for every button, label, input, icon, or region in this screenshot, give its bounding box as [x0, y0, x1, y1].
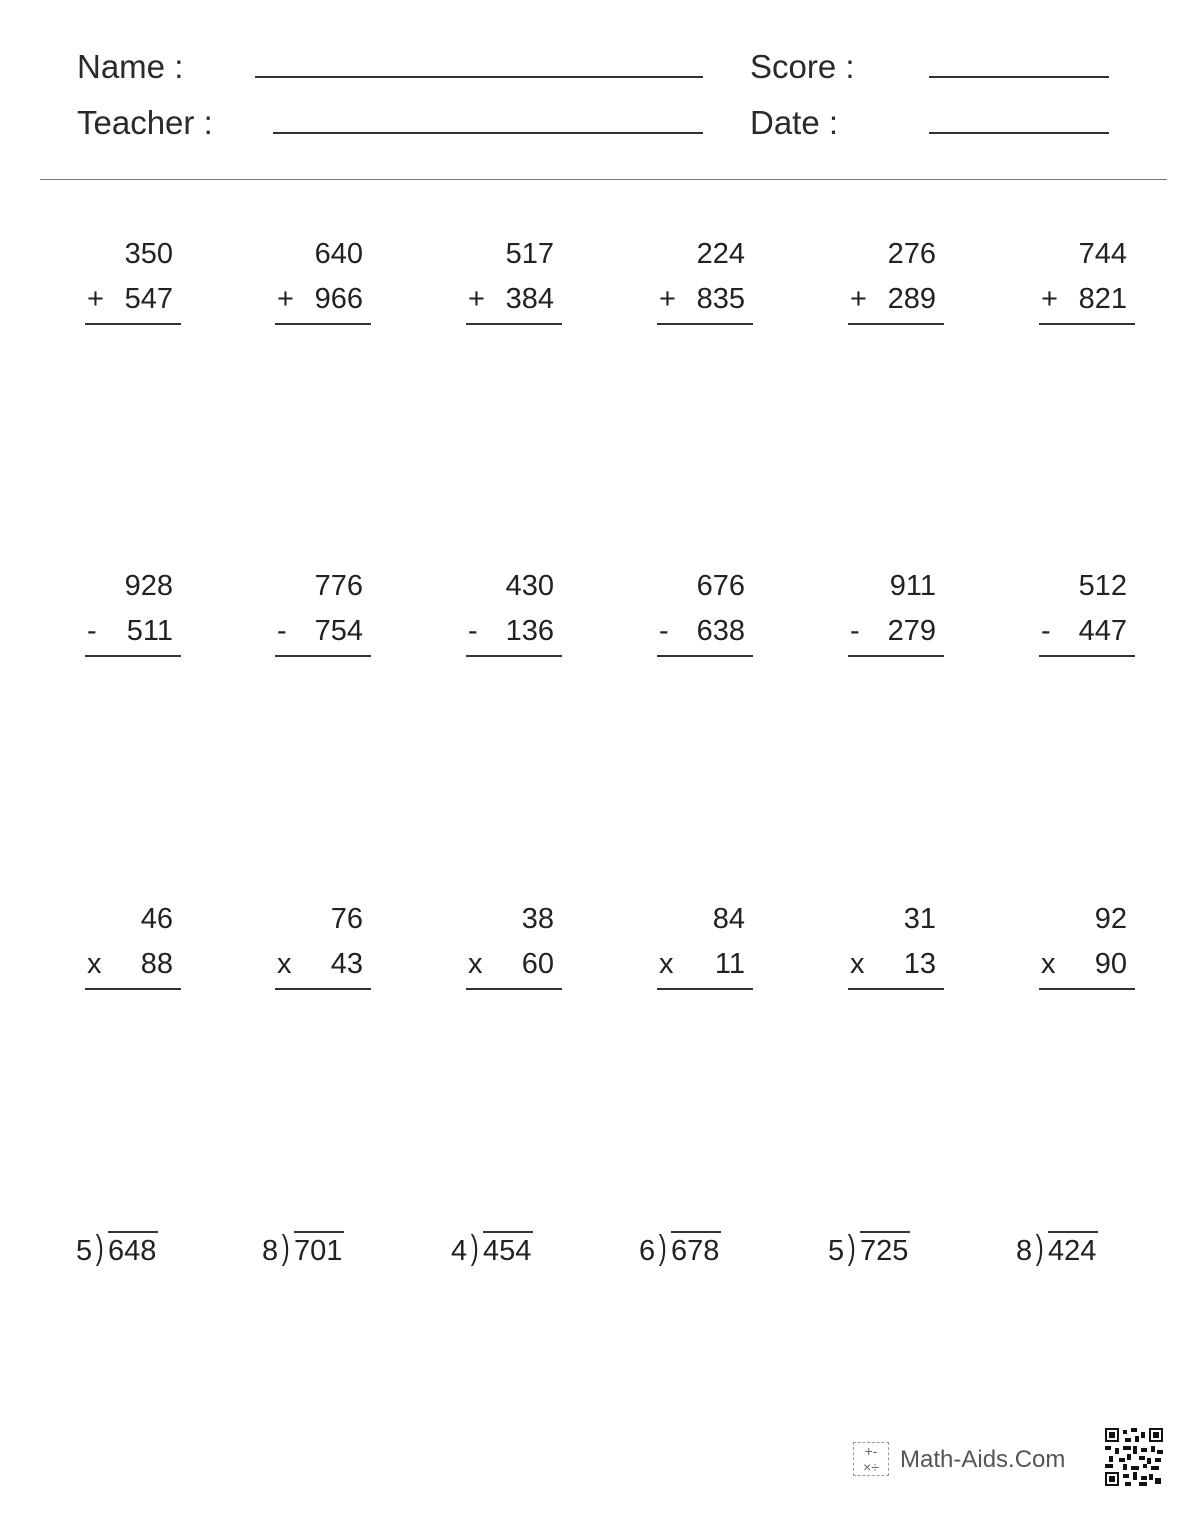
operator: + [1041, 283, 1058, 315]
problem [848, 570, 944, 650]
operator: + [468, 283, 485, 315]
operator: + [277, 283, 294, 315]
bottom-number: 547 [124, 283, 173, 315]
problem [466, 903, 562, 983]
answer-line[interactable] [85, 323, 181, 325]
answer-line[interactable] [848, 323, 944, 325]
header-divider [40, 179, 1167, 180]
answer-line[interactable] [848, 655, 944, 657]
bottom-number: 289 [887, 283, 936, 315]
problem [466, 570, 562, 650]
answer-line[interactable] [848, 988, 944, 990]
operator: x [1041, 948, 1056, 980]
score-label: Score : [750, 48, 855, 85]
problem [275, 570, 371, 650]
top-number: 512 [1078, 570, 1127, 602]
problem [85, 570, 181, 650]
operator: + [659, 283, 676, 315]
problem [657, 238, 753, 318]
name-blank[interactable] [255, 76, 703, 78]
bottom-number: 13 [903, 948, 936, 980]
division-bracket-icon: ) [281, 1229, 290, 1267]
division-bracket-icon: ) [1035, 1229, 1044, 1267]
bottom-number: 136 [505, 615, 554, 647]
top-number: 911 [889, 570, 936, 602]
qr-code-icon [1105, 1428, 1163, 1486]
problem [848, 903, 944, 983]
answer-line[interactable] [1039, 655, 1135, 657]
answer-line[interactable] [466, 323, 562, 325]
operator: - [277, 615, 287, 647]
calculator-icon: +- ×÷ [853, 1442, 889, 1476]
bottom-number: 384 [505, 283, 554, 315]
top-number: 31 [903, 903, 936, 935]
bottom-number: 88 [140, 948, 173, 980]
answer-line[interactable] [1039, 323, 1135, 325]
top-number: 350 [124, 238, 173, 270]
division-bracket-icon: ) [470, 1229, 479, 1267]
dividend[interactable]: 701 [294, 1231, 344, 1268]
answer-line[interactable] [275, 988, 371, 990]
bottom-number: 638 [696, 615, 745, 647]
answer-line[interactable] [275, 323, 371, 325]
teacher-label: Teacher : [77, 104, 213, 141]
bottom-number: 447 [1078, 615, 1127, 647]
answer-line[interactable] [85, 655, 181, 657]
operator: + [850, 283, 867, 315]
bottom-number: 966 [314, 283, 363, 315]
answer-line[interactable] [1039, 988, 1135, 990]
divisor: 6 [639, 1235, 656, 1267]
problem [848, 238, 944, 318]
teacher-blank[interactable] [273, 132, 703, 134]
bottom-number: 11 [714, 948, 745, 980]
operator: - [659, 615, 669, 647]
problem [466, 238, 562, 318]
problem [1039, 570, 1135, 650]
answer-line[interactable] [466, 988, 562, 990]
top-number: 84 [712, 903, 745, 935]
bottom-number: 279 [887, 615, 936, 647]
top-number: 46 [140, 903, 173, 935]
bottom-number: 821 [1078, 283, 1127, 315]
problem [1039, 903, 1135, 983]
divisor: 8 [262, 1235, 279, 1267]
answer-line[interactable] [85, 988, 181, 990]
dividend[interactable]: 648 [108, 1231, 158, 1268]
problem [657, 903, 753, 983]
divisor: 8 [1016, 1235, 1033, 1267]
answer-line[interactable] [657, 323, 753, 325]
bottom-number: 511 [126, 615, 173, 647]
site-name: Math-Aids.Com [900, 1446, 1066, 1473]
name-label: Name : [77, 48, 184, 85]
top-number: 224 [696, 238, 745, 270]
top-number: 76 [330, 903, 363, 935]
problem [85, 903, 181, 983]
top-number: 430 [505, 570, 554, 602]
dividend[interactable]: 454 [483, 1231, 533, 1268]
divisor: 4 [451, 1235, 468, 1267]
problem [275, 238, 371, 318]
answer-line[interactable] [275, 655, 371, 657]
dividend[interactable]: 424 [1048, 1231, 1098, 1268]
division-bracket-icon: ) [658, 1229, 667, 1267]
dividend[interactable]: 725 [860, 1231, 910, 1268]
bottom-number: 43 [330, 948, 363, 980]
operator: - [850, 615, 860, 647]
date-label: Date : [750, 104, 839, 141]
bottom-number: 60 [521, 948, 554, 980]
bottom-number: 90 [1094, 948, 1127, 980]
top-number: 744 [1078, 238, 1127, 270]
top-number: 640 [314, 238, 363, 270]
operator: + [87, 283, 104, 315]
bottom-number: 754 [314, 615, 363, 647]
problem [275, 903, 371, 983]
score-blank[interactable] [929, 76, 1109, 78]
division-bracket-icon: ) [95, 1229, 104, 1267]
division-bracket-icon: ) [847, 1229, 856, 1267]
top-number: 276 [887, 238, 936, 270]
problem [1039, 238, 1135, 318]
operator: - [1041, 615, 1051, 647]
problem [657, 570, 753, 650]
operator: x [659, 948, 674, 980]
top-number: 928 [124, 570, 173, 602]
operator: - [468, 615, 478, 647]
answer-line[interactable] [466, 655, 562, 657]
problem [85, 238, 181, 318]
top-number: 38 [521, 903, 554, 935]
top-number: 92 [1094, 903, 1127, 935]
divisor: 5 [76, 1235, 93, 1267]
operator: - [87, 615, 97, 647]
answer-line[interactable] [657, 655, 753, 657]
operator: x [468, 948, 483, 980]
operator: x [87, 948, 102, 980]
dividend[interactable]: 678 [671, 1231, 721, 1268]
divisor: 5 [828, 1235, 845, 1267]
bottom-number: 835 [696, 283, 745, 315]
answer-line[interactable] [657, 988, 753, 990]
operator: x [277, 948, 292, 980]
date-blank[interactable] [929, 132, 1109, 134]
operator: x [850, 948, 865, 980]
top-number: 517 [505, 238, 554, 270]
top-number: 776 [314, 570, 363, 602]
top-number: 676 [696, 570, 745, 602]
